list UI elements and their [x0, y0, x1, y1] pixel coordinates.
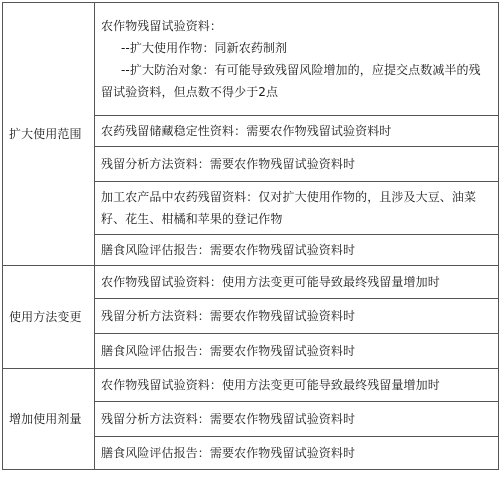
table-row	[3, 369, 499, 402]
item-cell: 残留分析方法资料：需要农作物残留试验资料时	[95, 299, 499, 334]
item-title: 农作物残留试验资料：	[101, 19, 223, 33]
item-cell: 膳食风险评估报告：需要农作物残留试验资料时	[95, 334, 499, 369]
item-cell: 残留分析方法资料：需要农作物残留试验资料时	[95, 402, 499, 437]
sub-item: --扩大防治对象：有可能导致残留风险增加的，应提交点数减半的残留试验资料，但点数不得少于2点	[101, 63, 481, 99]
category-cell: 使用方法变更	[3, 266, 95, 369]
item-cell: 农药残留储藏稳定性资料：需要农作物残留试验资料时	[95, 116, 499, 147]
item-cell: 膳食风险评估报告：需要农作物残留试验资料时	[95, 235, 499, 266]
category-cell: 扩大使用范围	[3, 3, 95, 266]
category-cell: 增加使用剂量	[3, 369, 95, 470]
table-row	[3, 266, 499, 299]
item-cell: 农作物残留试验资料：使用方法变更可能导致最终残留量增加时	[95, 266, 499, 299]
item-cell: 膳食风险评估报告：需要农作物残留试验资料时	[95, 437, 499, 470]
table-row	[3, 3, 499, 116]
requirements-table	[2, 2, 499, 470]
sub-item: --扩大使用作物：同新农药制剂	[121, 41, 288, 55]
item-cell: 加工农产品中农药残留资料：仅对扩大使用作物的，且涉及大豆、油菜籽、花生、柑橘和苹果的登记作物	[95, 182, 499, 235]
item-cell: 农作物残留试验资料：使用方法变更可能导致最终残留量增加时	[95, 369, 499, 402]
item-cell	[95, 3, 499, 116]
item-cell: 残留分析方法资料：需要农作物残留试验资料时	[95, 147, 499, 182]
